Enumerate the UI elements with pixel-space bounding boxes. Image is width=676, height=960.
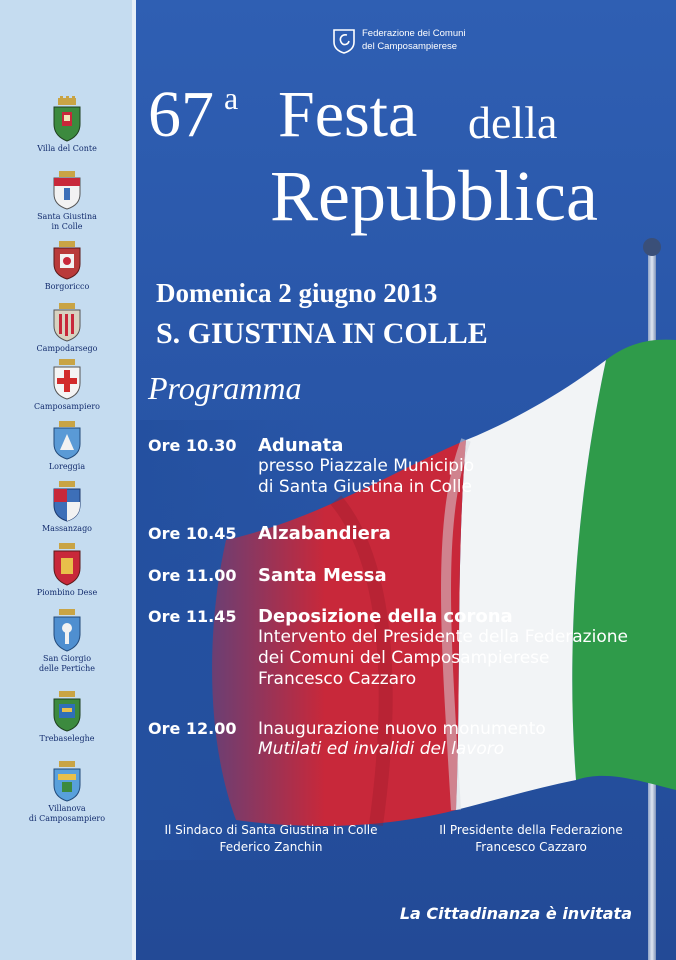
comune-loreggia: [0, 420, 134, 472]
program-detail: Francesco Cazzaro: [258, 669, 417, 689]
comune-santa-giustina: [0, 170, 134, 232]
comune-massanzago: [0, 480, 134, 534]
program-title: Alzabandiera: [258, 523, 391, 544]
coat-of-arms-icon: [50, 480, 84, 522]
signature-left-name: Federico Zanchin: [219, 840, 323, 854]
comune-name: San Giorgio delle Pertiche: [39, 654, 95, 673]
signature-left: [146, 822, 396, 856]
comune-name: Campodarsego: [36, 344, 98, 353]
comune-villa-del-conte: [0, 96, 134, 154]
invitation-text: La Cittadinanza è invitata: [399, 904, 632, 923]
event-place: S. GIUSTINA IN COLLE: [156, 317, 488, 350]
comune-name: Borgoricco: [44, 282, 90, 291]
program-title: Deposizione della corona: [258, 606, 513, 627]
comune-name: Trebaseleghe: [39, 734, 95, 743]
coat-of-arms-icon: [50, 608, 84, 652]
program-detail: Mutilati ed invalidi del lavoro: [258, 739, 505, 759]
comune-borgoricco: [0, 240, 134, 292]
comune-piombino-dese: [0, 542, 134, 598]
program-detail: di Santa Giustina in Colle: [258, 477, 472, 497]
coat-of-arms-icon: [50, 358, 84, 400]
program-time: Ore 10.30: [148, 436, 237, 455]
coat-of-arms-icon: [50, 96, 84, 142]
title-ordinal: a: [224, 80, 239, 116]
comune-name: Loreggia: [48, 462, 86, 471]
federation-logo-icon: [332, 28, 356, 54]
signature-right-role: Il Presidente della Federazione: [439, 823, 623, 837]
signature-left-role: Il Sindaco di Santa Giustina in Colle: [164, 823, 378, 837]
event-date: Domenica 2 giugno 2013: [156, 278, 438, 308]
title-repubblica: Repubblica: [270, 156, 598, 236]
program-time: Ore 11.45: [148, 607, 237, 626]
program-detail: presso Piazzale Municipio: [258, 456, 475, 476]
coat-of-arms-icon: [50, 240, 84, 280]
program-time: Ore 11.00: [148, 566, 237, 585]
program-time: Ore 10.45: [148, 524, 237, 543]
signature-right: [426, 822, 636, 856]
comune-camposampiero: [0, 358, 134, 412]
comune-name: Massanzago: [41, 524, 92, 533]
coat-of-arms-icon: [50, 760, 84, 802]
comune-campodarsego: [0, 302, 134, 354]
comuni-sidebar: [0, 0, 134, 960]
title-della: della: [468, 97, 558, 148]
coat-of-arms-icon: [50, 690, 84, 732]
program-detail: dei Comuni del Camposampierese: [258, 648, 550, 668]
title-number: 67: [148, 78, 214, 151]
comune-san-giorgio: [0, 608, 134, 674]
comune-name: Piombino Dese: [36, 588, 98, 597]
comune-name: Villa del Conte: [37, 144, 97, 153]
program-title: Inaugurazione nuovo monumento: [258, 719, 546, 739]
comune-name: Camposampiero: [34, 402, 100, 411]
programma-heading: Programma: [148, 370, 302, 406]
federation-name: Federazione dei Comuni del Camposampierese: [362, 28, 466, 52]
coat-of-arms-icon: [50, 420, 84, 460]
coat-of-arms-icon: [50, 302, 84, 342]
poster-main: [136, 0, 676, 960]
program-time: Ore 12.00: [148, 719, 237, 738]
comune-name: Santa Giustina in Colle: [37, 212, 97, 231]
coat-of-arms-icon: [50, 170, 84, 210]
coat-of-arms-icon: [50, 542, 84, 586]
signature-right-name: Francesco Cazzaro: [475, 840, 587, 854]
comune-villanova: [0, 760, 134, 824]
program-title: Adunata: [258, 435, 344, 456]
program-detail: Intervento del Presidente della Federazione: [258, 627, 628, 647]
comune-trebaseleghe: [0, 690, 134, 744]
comune-name: Villanova di Camposampiero: [28, 804, 106, 823]
flag-pole-top: [643, 238, 661, 256]
title-festa: Festa: [278, 78, 418, 151]
program-title: Santa Messa: [258, 565, 387, 586]
